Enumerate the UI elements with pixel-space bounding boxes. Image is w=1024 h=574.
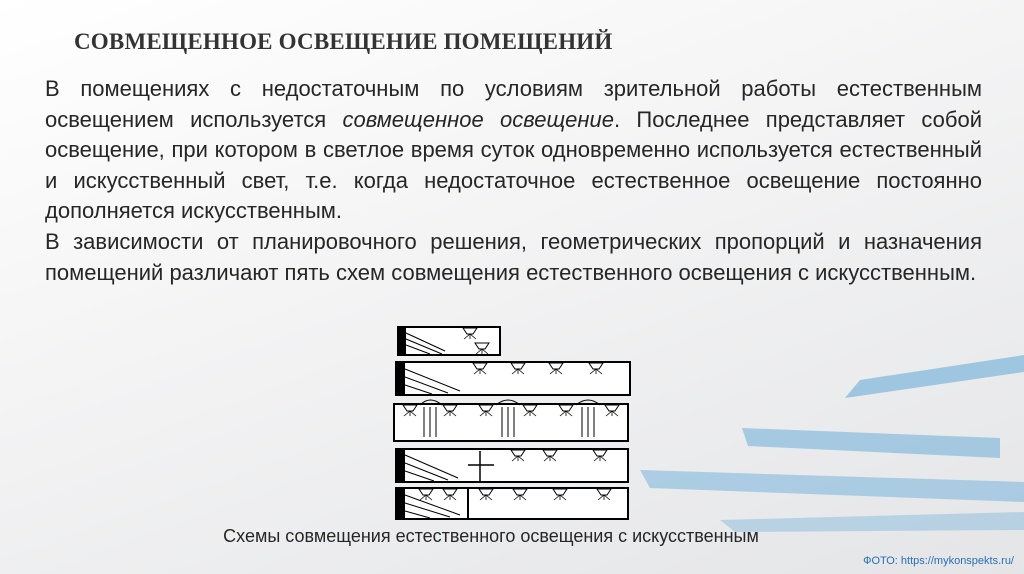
- scheme-3: [394, 400, 628, 441]
- figure-caption: Схемы совмещения естественного освещения с искусственным: [223, 526, 759, 546]
- body-text: [45, 74, 982, 288]
- lighting-schemes-diagram: [390, 325, 632, 523]
- slide-title: СОВМЕЩЕННОЕ ОСВЕЩЕНИЕ ПОМЕЩЕНИЙ: [74, 29, 613, 54]
- paragraph-text: В помещениях с недостаточным по условиям зрительной работы естественным освещением используется: [45, 76, 982, 132]
- scheme-1: [398, 327, 500, 355]
- paragraph-five-schemes: В зависимости от планировочного решения, геометрических пропорций и назначения помещений различают пять схем совмещения естественного освещения с искусственным.: [45, 228, 982, 285]
- scheme-5: [396, 488, 628, 519]
- photo-credit: ФОТО: https://mykonspekts.ru/: [863, 555, 1014, 567]
- paragraph-text: . Последнее представляет собой освещение, при котором в светлое время суток одновременно используется естественный и искусственный свет, т.е. когда недостаточное естественное освещение постоянно дополняется искусственным.: [45, 106, 982, 224]
- scheme-2: [396, 362, 630, 395]
- paragraph-combined-lighting-definition: [45, 74, 982, 227]
- scheme-4: [396, 449, 628, 482]
- term-combined-lighting: совмещенное освещение: [342, 106, 614, 132]
